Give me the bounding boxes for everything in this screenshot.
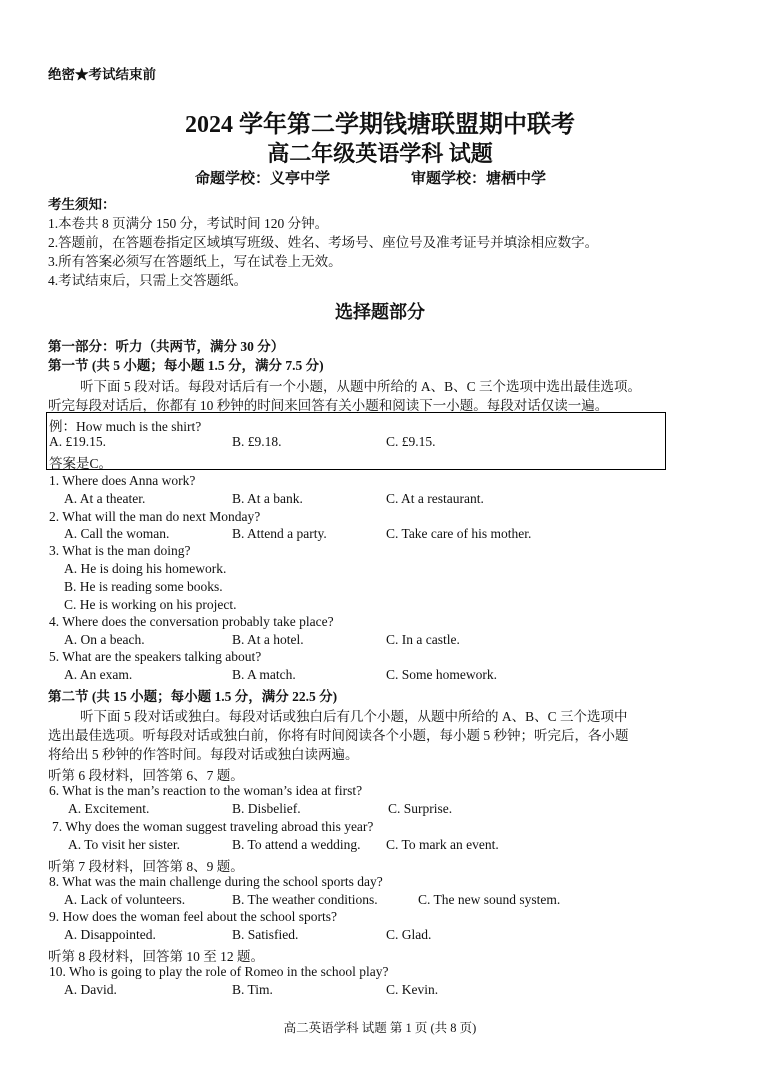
section1-instructions: 听完每段对话后，你都有 10 秒钟的时间来回答有关小题和阅读下一小题。每段对话仅读一遍。: [48, 398, 609, 413]
question-text: 8. What was the main challenge during the school sports day?: [49, 874, 383, 889]
notice-heading: 考生须知：: [48, 197, 116, 212]
notice-item: 3.所有答案必须写在答题纸上，写在试卷上无效。: [48, 254, 342, 269]
option-c: C. He is working on his project.: [64, 597, 237, 612]
option-a: A. At a theater.: [64, 491, 146, 506]
option-a: A. To visit her sister.: [68, 837, 181, 852]
question-text: 4. Where does the conversation probably take place?: [49, 614, 334, 629]
proposer-school: 命题学校：义亭中学: [195, 171, 331, 187]
option-c: C. At a restaurant.: [386, 491, 484, 506]
material-note: 听第 6 段材料，回答第 6、7 题。: [48, 768, 244, 783]
option-b: B. At a hotel.: [232, 632, 304, 647]
option-b: B. The weather conditions.: [232, 892, 378, 907]
option-b: B. Satisfied.: [232, 927, 299, 942]
section1-instructions: 听下面 5 段对话。每段对话后有一个小题，从题中所给的 A、B、C 三个选项中选出最佳选项。: [80, 379, 642, 394]
question-text: 6. What is the man’s reaction to the woman’s idea at first?: [49, 783, 363, 798]
question-text: 5. What are the speakers talking about?: [49, 649, 262, 664]
notice-item: 1.本卷共 8 页满分 150 分，考试时间 120 分钟。: [48, 216, 329, 231]
reviewer-school: 审题学校：塘栖中学: [411, 171, 547, 187]
question-text: 2. What will the man do next Monday?: [49, 509, 261, 524]
option-a: A. On a beach.: [64, 632, 145, 647]
section1-heading: 第一节 (共 5 小题；每小题 1.5 分，满分 7.5 分): [48, 358, 324, 373]
example-option-a: A. £19.15.: [49, 434, 106, 449]
option-c: C. Take care of his mother.: [386, 526, 532, 541]
section2-heading: 第二节 (共 15 小题；每小题 1.5 分，满分 22.5 分): [48, 689, 338, 704]
option-a: A. He is doing his homework.: [64, 561, 227, 576]
material-note: 听第 7 段材料，回答第 8、9 题。: [48, 859, 244, 874]
example-option-b: B. £9.18.: [232, 434, 282, 449]
section-title: 选择题部分: [335, 302, 425, 322]
option-c: C. The new sound system.: [418, 892, 561, 907]
confidential-mark: 绝密★考试结束前: [48, 67, 156, 82]
option-a: A. David.: [64, 982, 117, 997]
option-a: A. Disappointed.: [64, 927, 156, 942]
option-c: C. Glad.: [386, 927, 432, 942]
question-text: 3. What is the man doing?: [49, 543, 191, 558]
question-text: 9. How does the woman feel about the school sports?: [49, 909, 337, 924]
example-option-c: C. £9.15.: [386, 434, 436, 449]
option-b: B. Tim.: [232, 982, 273, 997]
exam-title: 2024 学年第二学期钱塘联盟期中联考: [185, 112, 575, 138]
material-note: 听第 8 段材料，回答第 10 至 12 题。: [48, 949, 264, 964]
option-b: B. He is reading some books.: [64, 579, 223, 594]
option-c: C. In a castle.: [386, 632, 460, 647]
option-a: A. Call the woman.: [64, 526, 170, 541]
example-answer: 答案是C。: [49, 456, 113, 471]
section2-instructions: 将给出 5 秒钟的作答时间。每段对话或独白读两遍。: [48, 747, 359, 762]
question-text: 10. Who is going to play the role of Romeo in the school play?: [49, 964, 389, 979]
notice-item: 4.考试结束后，只需上交答题纸。: [48, 273, 248, 288]
option-c: C. Surprise.: [388, 801, 453, 816]
question-text: 7. Why does the woman suggest traveling abroad this year?: [52, 819, 374, 834]
notice-item: 2.答题前，在答题卷指定区域填写班级、姓名、考场号、座位号及准考证号并填涂相应数字。: [48, 235, 599, 250]
section2-instructions: 听下面 5 段对话或独白。每段对话或独白后有几个小题，从题中所给的 A、B、C 三个选项中: [80, 709, 628, 724]
part1-heading: 第一部分：听力（共两节，满分 30 分）: [48, 339, 285, 354]
option-b: B. Attend a party.: [232, 526, 327, 541]
option-c: C. Kevin.: [386, 982, 439, 997]
example-question: 例：How much is the shirt?: [49, 419, 202, 434]
option-b: B. Disbelief.: [232, 801, 301, 816]
option-a: A. An exam.: [64, 667, 133, 682]
option-a: A. Excitement.: [68, 801, 150, 816]
option-b: B. At a bank.: [232, 491, 303, 506]
page-footer: 高二英语学科 试题 第 1 页 (共 8 页): [283, 1021, 477, 1035]
option-b: B. To attend a wedding.: [232, 837, 361, 852]
exam-subtitle: 高二年级英语学科 试题: [267, 141, 493, 166]
option-a: A. Lack of volunteers.: [64, 892, 186, 907]
option-b: B. A match.: [232, 667, 296, 682]
option-c: C. To mark an event.: [386, 837, 499, 852]
section2-instructions: 选出最佳选项。听每段对话或独白前，你将有时间阅读各个小题，每小题 5 秒钟；听完后，各小题: [48, 728, 629, 743]
question-text: 1. Where does Anna work?: [49, 473, 196, 488]
option-c: C. Some homework.: [386, 667, 497, 682]
